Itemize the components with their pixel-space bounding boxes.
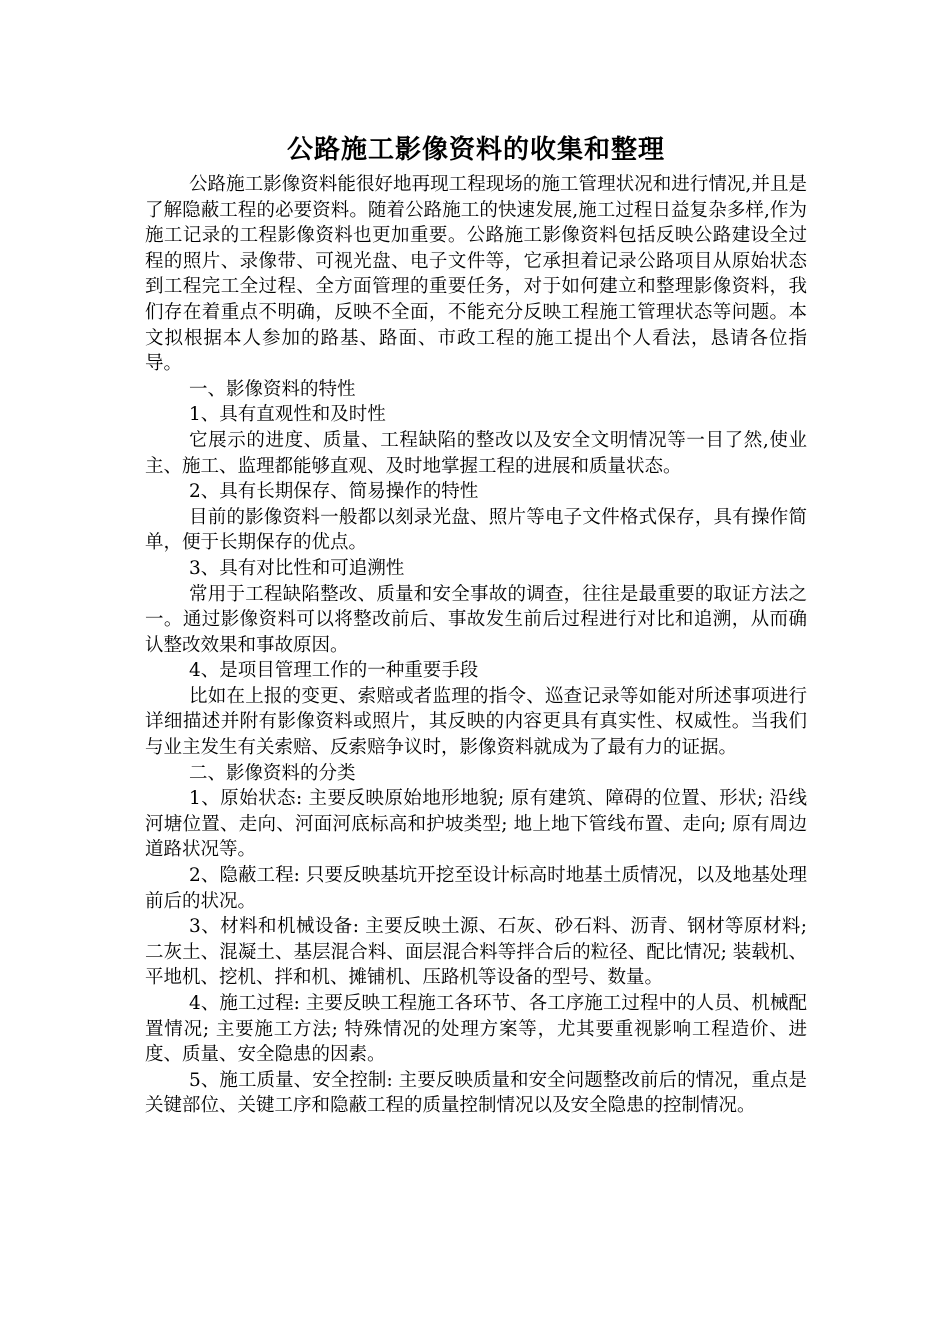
section-heading-classification: 二、影像资料的分类 [189, 762, 356, 784]
paragraph-quality-safety: 5、施工质量、安全控制: 主要反映质量和安全问题整改前后的情况，重点是关键部位、关键工序和隐蔽工程的质量控制情况以及安全隐患的控制情况。 [145, 1069, 807, 1117]
subheading-intuitive: 1、具有直观性和及时性 [189, 404, 386, 426]
subheading-long-term-storage: 2、具有长期保存、简易操作的特性 [189, 481, 479, 503]
section-heading-characteristics: 一、影像资料的特性 [189, 378, 356, 400]
document-title: 公路施工影像资料的收集和整理 [286, 135, 665, 165]
subheading-traceability: 3、具有对比性和可追溯性 [189, 557, 405, 579]
paragraph-materials-equipment: 3、材料和机械设备: 主要反映土源、石灰、砂石料、沥青、钢材等原材料; 二灰土、混凝土、基层混合料、面层混合料等拌合后的粒径、配比情况; 装载机、平地机、挖机、拌和机、摊铺机、压路机等设备的型号、数量。 [145, 916, 807, 989]
intro-paragraph: 公路施工影像资料能很好地再现工程现场的施工管理状况和进行情况,并且是了解隐蔽工程的必要资料。随着公路施工的快速发展,施工过程日益复杂多样,作为施工记录的工程影像资料也更加重要。公路施工影像资料包括反映公路建设全过程的照片、录像带、可视光盘、电子文件等，它承担着记录公路项目从原始状态到工程完工全过程、全方面管理的重要任务，对于如何建立和整理影像资料，我们存在着重点不明确，反映不全面，不能充分反映工程施工管理状态等问题。本文拟根据本人参加的路基、路面、市政工程的施工提出个人看法，恳请各位指导。 [145, 174, 807, 375]
paragraph-construction-process: 4、施工过程: 主要反映工程施工各环节、各工序施工过程中的人员、机械配置情况; 主要施工方法; 特殊情况的处理方案等，尤其要重视影响工程造价、进度、质量、安全隐患的因素。 [145, 993, 807, 1066]
paragraph-intuitive: 它展示的进度、质量、工程缺陷的整改以及安全文明情况等一目了然,使业主、施工、监理都能够直观、及时地掌握工程的进展和质量状态。 [145, 429, 807, 477]
paragraph-original-state: 1、原始状态: 主要反映原始地形地貌; 原有建筑、障碍的位置、形状; 沿线河塘位置、走向、河面河底标高和护坡类型; 地上地下管线布置、走向; 原有周边道路状况等。 [145, 788, 807, 861]
paragraph-long-term-storage: 目前的影像资料一般都以刻录光盘、照片等电子文件格式保存，具有操作简单，便于长期保存的优点。 [145, 506, 807, 554]
paragraph-concealed-works: 2、隐蔽工程: 只要反映基坑开挖至设计标高时地基土质情况，以及地基处理前后的状况。 [145, 865, 807, 912]
paragraph-traceability: 常用于工程缺陷整改、质量和安全事故的调查，往往是最重要的取证方法之一。通过影像资料可以将整改前后、事故发生前后过程进行对比和追溯，从而确认整改效果和事故原因。 [145, 583, 807, 656]
document-body [145, 128, 807, 1119]
paragraph-management-tool: 比如在上报的变更、索赔或者监理的指令、巡查记录等如能对所述事项进行详细描述并附有影像资料或照片，其反映的内容更具有真实性、权威性。当我们与业主发生有关索赔、反索赔争议时，影像资料就成为了最有力的证据。 [145, 685, 807, 759]
subheading-management-tool: 4、是项目管理工作的一种重要手段 [189, 660, 479, 682]
